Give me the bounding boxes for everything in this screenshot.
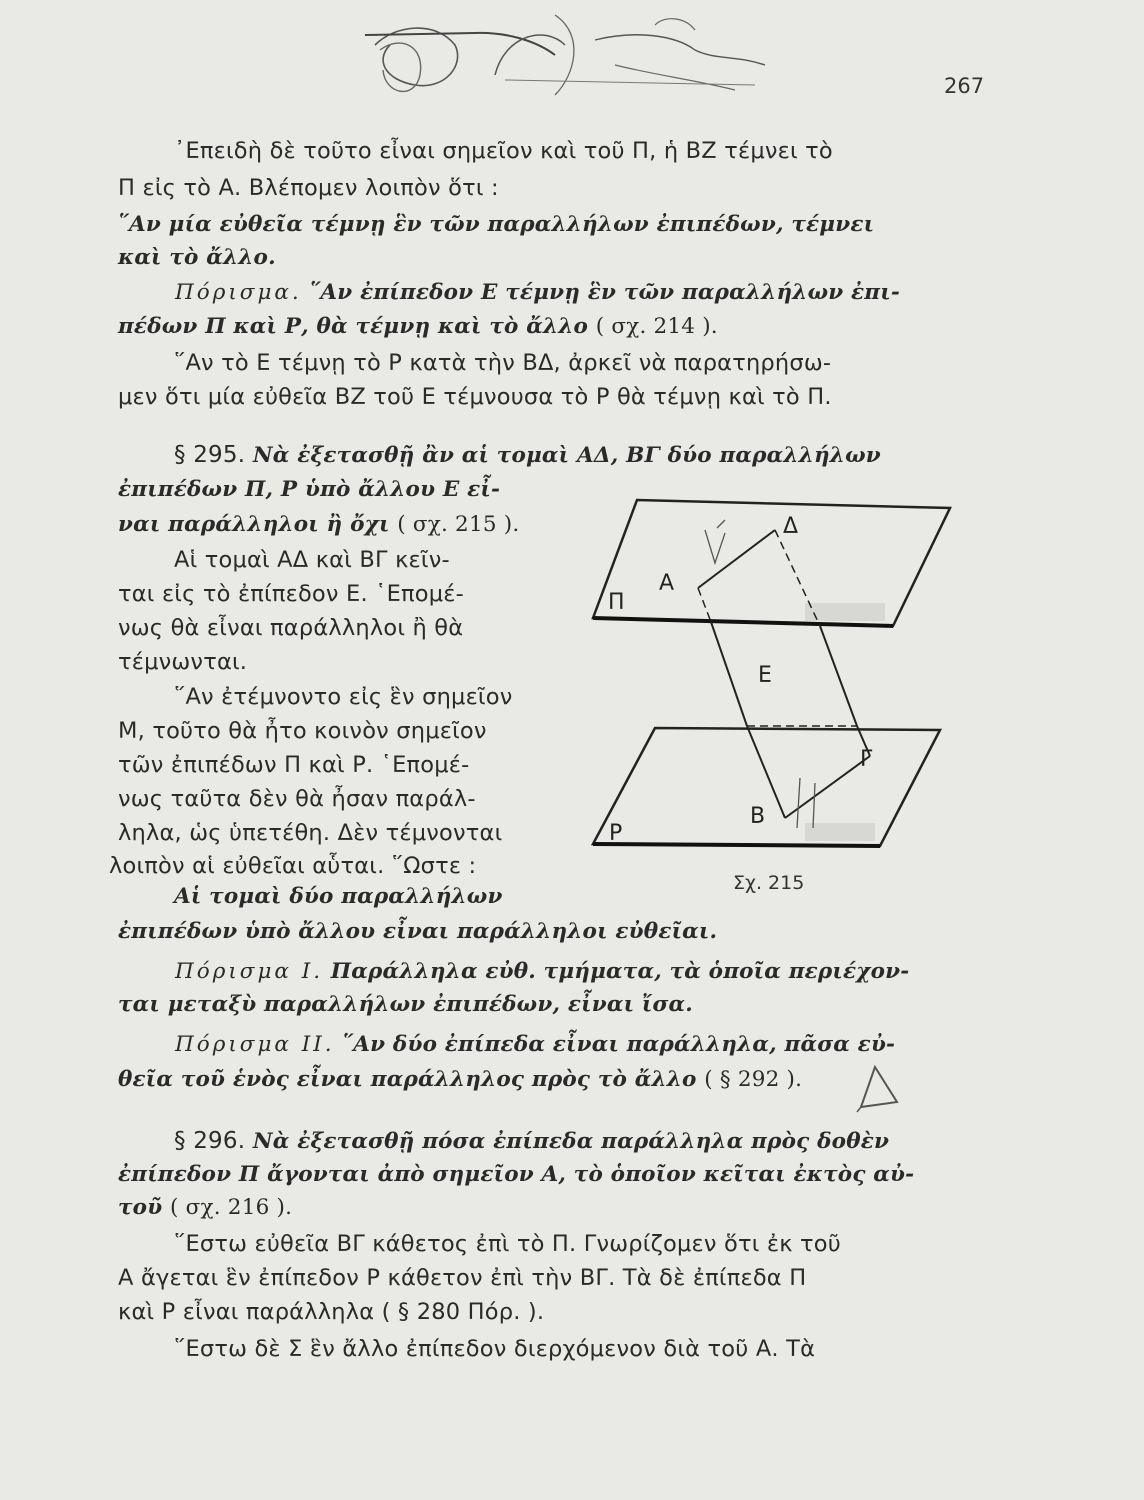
section-title: Νὰ ἐξετασθῇ πόσα ἐπίπεδα παράλληλα πρὸς δοθὲν [252, 1129, 890, 1154]
figure-caption: Σχ. 215 [733, 872, 805, 894]
theorem-line: Αἱ τομαὶ δύο παραλλήλων [174, 884, 503, 909]
label-delta: Δ [783, 514, 799, 539]
corollary-label: Πόρισμα. [175, 280, 302, 305]
pencil-scribble [355, 5, 805, 115]
section-reference: ( § 292 ). [704, 1067, 803, 1092]
text-line: τῶν ἐπιπέδων Π καὶ Ρ. ῾Επομέ- [118, 752, 470, 778]
page-number: 267 [944, 74, 985, 98]
text-line: μεν ὅτι μία εὐθεῖα ΒΖ τοῦ Ε τέμνουσα τὸ Ρ θὰ τέμνῃ καὶ τὸ Π. [118, 384, 832, 410]
text-line: νως ταῦτα δὲν θὰ ἦσαν παράλ- [118, 786, 476, 812]
text-line: ται εἰς τὸ ἐπίπεδον Ε. ῾Επομέ- [118, 581, 464, 607]
corollary-line: ται μεταξὺ παραλλήλων ἐπιπέδων, εἶναι ἴσα. [118, 992, 693, 1017]
label-rho: Ρ [609, 821, 623, 846]
corollary-text: ῞Αν δύο ἐπίπεδα εἶναι παράλληλα, πᾶσα εὐ- [342, 1032, 896, 1057]
line-AD [698, 530, 775, 588]
section-heading-296 [174, 1127, 889, 1156]
text-line: ληλα, ὡς ὑπετέθη. Δὲν τέμνονται [118, 820, 503, 846]
corollary-line [175, 279, 900, 307]
section-title-line: ἐπιπέδων Π, Ρ ὑπὸ ἄλλου Ε εἶ- [118, 477, 501, 502]
section-title-line: ἐπίπεδον Π ἄγονται ἀπὸ σημεῖον Α, τὸ ὁποῖον κεῖται ἐκτὸς αὐ- [118, 1162, 915, 1187]
text-line: ᾿Επειδὴ δὲ τοῦτο εἶναι σημεῖον καὶ τοῦ Π, ἡ ΒΖ τέμνει τὸ [174, 138, 833, 164]
figure-reference: ( σχ. 215 ). [397, 512, 520, 537]
plane-rho [593, 728, 940, 846]
corollary-text: ῞Αν ἐπίπεδον Ε τέμνῃ ἓν τῶν παραλλήλων ἐπι- [309, 280, 900, 305]
text-line: ῞Αν τὸ Ε τέμνῃ τὸ Ρ κατὰ τὴν ΒΔ, ἀρκεῖ νὰ παρατηρήσω- [174, 350, 832, 376]
theorem-line: καὶ τὸ ἄλλο. [118, 245, 276, 270]
text-line: ῞Εστω δὲ Σ ἓν ἄλλο ἐπίπεδον διερχόμενον διὰ τοῦ Α. Τὰ [174, 1336, 816, 1362]
theorem-line: ἐπιπέδων ὑπὸ ἄλλου εἶναι παράλληλοι εὐθεῖαι. [118, 919, 718, 944]
plane-shading [805, 823, 875, 841]
corollary-1 [175, 958, 909, 986]
corollary-line [118, 313, 718, 341]
text-line: Μ, τοῦτο θὰ ἦτο κοινὸν σημεῖον [118, 718, 487, 744]
section-title-line [118, 511, 519, 539]
text-line: νως θὰ εἶναι παράλληλοι ἢ θὰ [118, 615, 464, 641]
corollary-2 [175, 1031, 895, 1059]
theorem-line: ῞Αν μία εὐθεῖα τέμνῃ ἓν τῶν παραλλήλων ἐπιπέδων, τέμνει [118, 212, 875, 237]
text-line: τέμνωνται. [118, 649, 248, 675]
text-line: λοιπὸν αἱ εὐθεῖαι αὗται. ῞Ωστε : [109, 853, 477, 879]
corollary-text: Παράλληλα εὐθ. τμήματα, τὰ ὁποῖα περιέχον- [330, 959, 910, 984]
section-number: § 295. [174, 442, 246, 468]
label-alpha: Α [659, 571, 675, 596]
section-title-line [118, 1194, 292, 1222]
corollary-label: Πόρισμα ΙΙ. [175, 1032, 335, 1057]
plane-pi [593, 500, 950, 626]
text-line: Αἱ τομαὶ ΑΔ καὶ ΒΓ κεῖν- [174, 547, 450, 573]
label-gamma: Γ [860, 747, 873, 772]
section-title: τοῦ [118, 1195, 163, 1220]
figure-reference: ( σχ. 214 ). [595, 314, 718, 339]
text-line: ῞Αν ἐτέμνοντο εἰς ἓν σημεῖον [174, 684, 513, 710]
section-title: Νὰ ἐξετασθῇ ἂν αἱ τομαὶ ΑΔ, ΒΓ δύο παραλλήλων [252, 443, 881, 468]
text-line: ῞Εστω εὐθεῖα ΒΓ κάθετος ἐπὶ τὸ Π. Γνωρίζομεν ὅτι ἐκ τοῦ [174, 1231, 841, 1257]
section-number: § 296. [174, 1128, 246, 1154]
text-line: καὶ Ρ εἶναι παράλληλα ( § 280 Πόρ. ). [118, 1299, 545, 1325]
section-title: ναι παράλληλοι ἢ ὄχι [118, 512, 390, 537]
corollary-text: πέδων Π καὶ Ρ, θὰ τέμνῃ καὶ τὸ ἄλλο [118, 314, 589, 339]
corollary-line [118, 1066, 802, 1094]
label-pi: Π [608, 590, 625, 615]
figure-reference: ( σχ. 216 ). [170, 1195, 293, 1220]
corollary-label: Πόρισμα Ι. [175, 959, 324, 984]
label-epsilon: Ε [758, 663, 772, 688]
pencil-triangle-mark [855, 1062, 905, 1114]
section-heading-295 [174, 441, 881, 470]
corollary-text: θεῖα τοῦ ἑνὸς εἶναι παράλληλος πρὸς τὸ ἄλλο [118, 1067, 697, 1092]
text-line: Π εἰς τὸ Α. Βλέπομεν λοιπὸν ὅτι : [118, 175, 499, 201]
figure-215 [575, 488, 975, 858]
text-line: Α ἄγεται ἓν ἐπίπεδον Ρ κάθετον ἐπὶ τὴν ΒΓ. Τὰ δὲ ἐπίπεδα Π [118, 1265, 807, 1291]
label-beta: Β [750, 804, 766, 829]
